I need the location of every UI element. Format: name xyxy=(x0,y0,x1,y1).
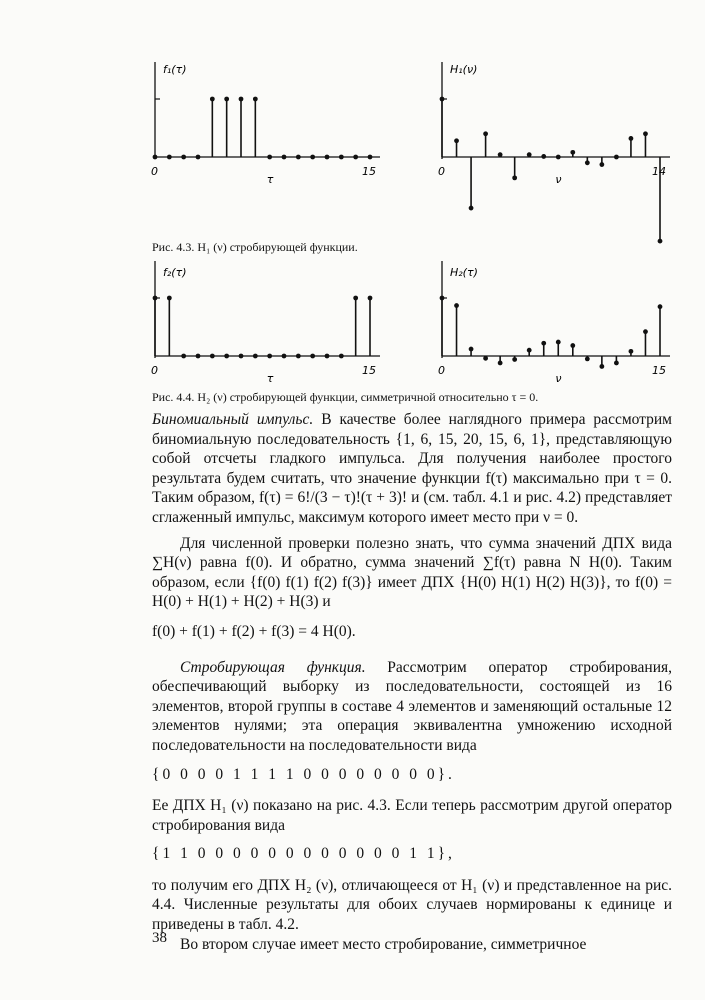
stem-plot-h1 xyxy=(430,55,680,240)
stem-point xyxy=(153,296,158,301)
x-end-label: 14 xyxy=(652,165,666,178)
stem-point xyxy=(585,160,590,165)
stem-point xyxy=(643,329,648,334)
stem-point xyxy=(614,155,619,160)
stem-point xyxy=(527,348,532,353)
x-start-label: 0 xyxy=(438,165,445,178)
stem-point xyxy=(353,296,358,301)
stem-point xyxy=(296,354,301,359)
caption-fig-4-3: Рис. 4.3. H₁ (ν) стробирующей функции. xyxy=(152,240,358,254)
stem-point xyxy=(210,97,215,102)
stem-point xyxy=(440,97,445,102)
stem-point xyxy=(153,155,158,160)
section-heading-gating: Стробирующая функция. xyxy=(180,658,366,676)
stem-point xyxy=(599,162,604,167)
stem-point xyxy=(267,155,272,160)
stem-point xyxy=(498,361,503,366)
x-start-label: 0 xyxy=(438,364,445,377)
stem-point xyxy=(629,349,634,354)
stem-point xyxy=(253,354,258,359)
stem-point xyxy=(643,131,648,136)
figure-4-3-h1 xyxy=(430,55,680,240)
section-heading-binomial: Биномиальный импульс. xyxy=(152,411,314,428)
paragraph-numeric-check: Для численной проверки полезно знать, что сумма значений ДПХ вида ∑H(ν) равна f(0). И обратно, сумма значений ∑f(τ) равна N H(0). Таким образом, если {f(0) f(1) f(2) f(3)} имеет ДПХ {H(0) H(1) H(2) H(3)}, то f(0) = H(0) + H(1) + H(2) + H(3) и xyxy=(152,534,672,611)
figure-4-4-h2 xyxy=(430,260,680,390)
stem-point xyxy=(512,357,517,362)
paragraph-binomial-body: В качестве более наглядного примера рассмотрим биномиальную последовательность {1, 6, 15, 20, 15, 6, 1}, представляющую собой отсчеты гладкого импульса. Для получения наиболее простого результата будем считать, что значение функции f(τ) максимально при τ = 0. Таким образом, f(τ) = 6!/(3 − τ)!(τ + 3)! и (см. табл. 4.1 и рис. 4.2) представляет сглаженный импульс, максимум которого имеет место при ν = 0. xyxy=(152,411,672,526)
stem-point xyxy=(556,155,561,160)
stem-point xyxy=(253,97,258,102)
paragraph-binomial xyxy=(152,410,672,528)
stem-point xyxy=(658,304,663,309)
sequence-2: {1 1 0 0 0 0 0 0 0 0 0 0 0 0 1 1}, xyxy=(152,845,455,863)
stem-point xyxy=(196,354,201,359)
stem-point xyxy=(368,296,373,301)
stem-point xyxy=(469,347,474,352)
x-axis-label: ν xyxy=(555,372,562,385)
stem-point xyxy=(541,154,546,159)
x-end-label: 15 xyxy=(652,364,666,377)
x-axis-label: τ xyxy=(266,173,274,186)
formula-sum: f(0) + f(1) + f(2) + f(3) = 4 H(0). xyxy=(152,622,356,640)
stem-point xyxy=(483,131,488,136)
figure-4-3-f1 xyxy=(140,55,390,195)
stem-point xyxy=(483,356,488,361)
y-axis-label: f₁(τ) xyxy=(163,63,187,76)
stem-point xyxy=(310,155,315,160)
x-start-label: 0 xyxy=(151,364,158,377)
stem-point xyxy=(498,152,503,157)
paragraph-gating xyxy=(152,658,672,756)
stem-point xyxy=(585,357,590,362)
x-end-label: 15 xyxy=(362,165,376,178)
stem-point xyxy=(167,296,172,301)
stem-point xyxy=(440,296,445,301)
stem-point xyxy=(339,155,344,160)
y-axis-label: H₂(τ) xyxy=(450,266,478,279)
stem-point xyxy=(570,343,575,348)
y-axis-label: H₁(ν) xyxy=(450,63,478,76)
stem-point xyxy=(210,354,215,359)
stem-point xyxy=(167,155,172,160)
stem-point xyxy=(454,138,459,143)
stem-point xyxy=(368,155,373,160)
x-end-label: 15 xyxy=(362,364,376,377)
stem-plot-h2 xyxy=(430,260,680,390)
stem-point xyxy=(541,341,546,346)
stem-point xyxy=(181,155,186,160)
stem-point xyxy=(556,340,561,345)
stem-point xyxy=(296,155,301,160)
stem-point xyxy=(282,354,287,359)
stem-point xyxy=(339,354,344,359)
paragraph-dpkh-h2: то получим его ДПХ H₂ (ν), отличающееся от H₁ (ν) и представленное на рис. 4.4. Численные результаты для обоих случаев нормированы к единице и приведены в табл. 4.2. xyxy=(152,876,672,934)
stem-point xyxy=(658,239,663,244)
stem-point xyxy=(527,152,532,157)
stem-point xyxy=(310,354,315,359)
stem-point xyxy=(239,97,244,102)
stem-point xyxy=(614,361,619,366)
body-text xyxy=(152,410,672,954)
paragraph-second-case: Во втором случае имеет место стробирование, симметричное xyxy=(180,935,587,953)
figure-4-4-f2 xyxy=(140,260,390,390)
stem-point xyxy=(196,155,201,160)
stem-plot-f1 xyxy=(140,55,390,195)
stem-point xyxy=(570,150,575,155)
paragraph-gating-body: Рассмотрим оператор стробирования, обеспечивающий выборку из последовательности, состоящей из 16 элементов, второй группы в составе 4 элементов и заменяющий остальные 12 элементов нулями; эта операция эквивалентна умножению исходной последовательности на последовательности вида xyxy=(152,658,672,754)
paragraph-dpkh-h1: Ее ДПХ H₁ (ν) показано на рис. 4.3. Если теперь рассмотрим другой оператор стробирования вида xyxy=(152,797,672,834)
stem-point xyxy=(454,303,459,308)
stem-point xyxy=(282,155,287,160)
stem-point xyxy=(599,364,604,369)
stem-point xyxy=(224,97,229,102)
stem-point xyxy=(325,155,330,160)
stem-point xyxy=(629,136,634,141)
x-start-label: 0 xyxy=(151,165,158,178)
stem-point xyxy=(181,354,186,359)
stem-point xyxy=(267,354,272,359)
sequence-1: {0 0 0 0 1 1 1 1 0 0 0 0 0 0 0 0}. xyxy=(152,765,455,783)
stem-point xyxy=(469,206,474,211)
caption-fig-4-4: Рис. 4.4. H₂ (ν) стробирующей функции, симметричной относительно τ = 0. xyxy=(152,390,539,404)
page-number: 38 xyxy=(152,930,167,946)
stem-point xyxy=(224,354,229,359)
x-axis-label: ν xyxy=(555,173,562,186)
x-axis-label: τ xyxy=(266,372,274,385)
stem-point xyxy=(512,175,517,180)
stem-point xyxy=(353,155,358,160)
y-axis-label: f₂(τ) xyxy=(163,266,187,279)
stem-point xyxy=(239,354,244,359)
stem-point xyxy=(325,354,330,359)
stem-plot-f2 xyxy=(140,260,390,390)
